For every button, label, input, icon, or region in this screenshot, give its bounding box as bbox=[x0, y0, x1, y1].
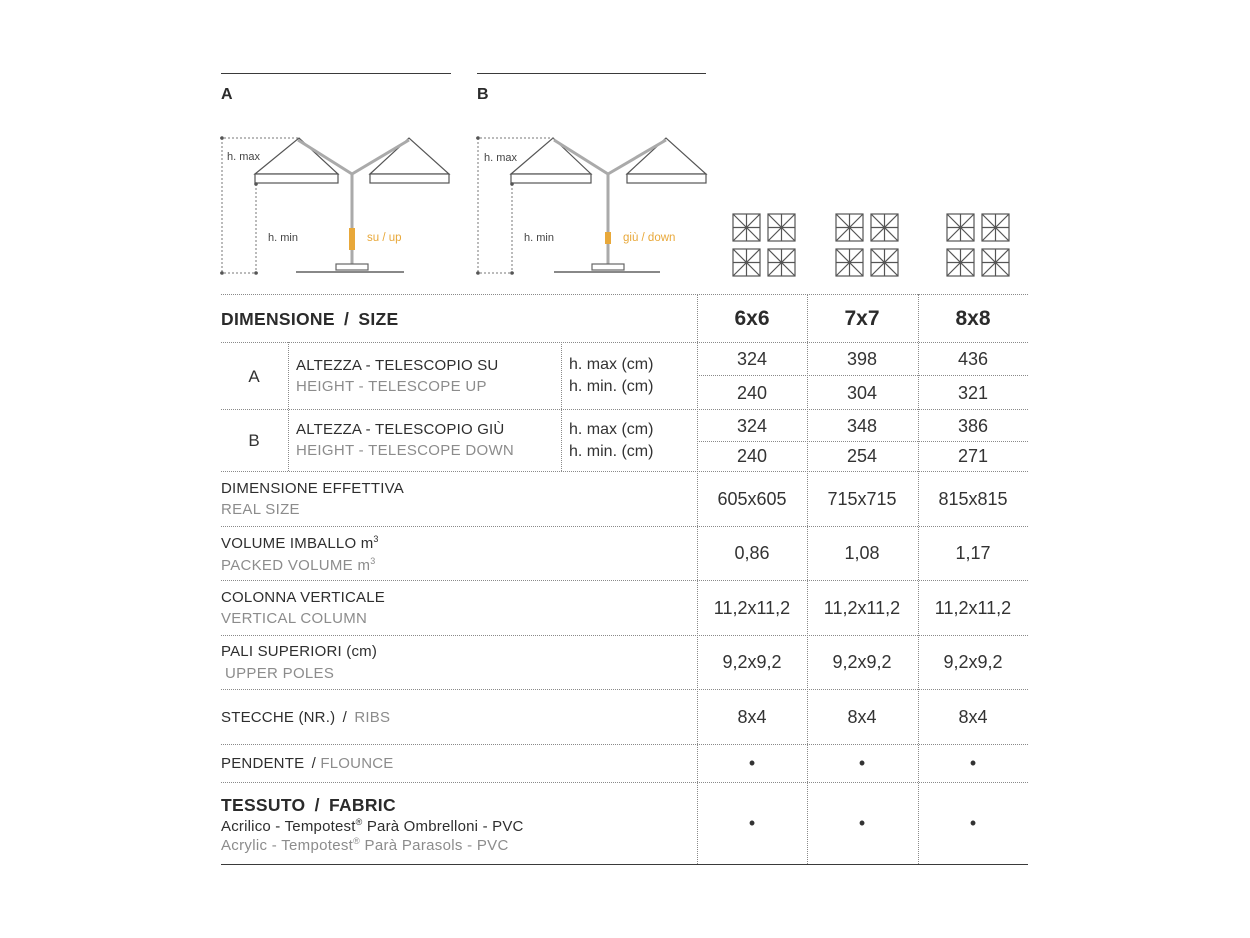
size-header-it: DIMENSIONE bbox=[221, 309, 335, 329]
volume-6x6: 0,86 bbox=[734, 543, 770, 563]
poles-label-en: UPPER POLES bbox=[225, 665, 335, 682]
row-divider bbox=[221, 294, 1028, 295]
size-header-en: SIZE bbox=[358, 309, 399, 329]
fabric-title-sep: / bbox=[314, 795, 320, 815]
row-divider bbox=[221, 409, 1028, 410]
col-divider bbox=[561, 342, 562, 471]
real-size-6x6: 605x605 bbox=[717, 489, 787, 509]
height-a-letter: A bbox=[248, 367, 260, 386]
fabric-line-it-pre: Acrilico - Tempotest bbox=[221, 818, 356, 835]
poles-7x7: 9,2x9,2 bbox=[832, 652, 892, 672]
row-divider bbox=[221, 526, 1028, 527]
fabric-line-it-reg: ® bbox=[355, 817, 363, 827]
umbrella-diagram-b bbox=[474, 128, 714, 278]
col-divider bbox=[288, 342, 289, 471]
height-a-min-7x7: 304 bbox=[846, 383, 878, 403]
height-a-min-8x8: 321 bbox=[957, 383, 989, 403]
ribs-label-en: RIBS bbox=[354, 709, 391, 726]
ribs-label-it: STECCHE (NR.) bbox=[221, 709, 336, 726]
diagram-a-telescope-label: su / up bbox=[367, 232, 402, 244]
height-a-min-6x6: 240 bbox=[736, 383, 768, 403]
height-b-min-6x6: 240 bbox=[736, 446, 768, 466]
row-divider bbox=[221, 635, 1028, 636]
height-b-min-7x7: 254 bbox=[846, 446, 878, 466]
col-divider bbox=[697, 294, 698, 864]
row-divider bbox=[221, 471, 1028, 472]
canopy-grid-8x8-icon bbox=[945, 212, 1011, 278]
height-b-max-7x7: 348 bbox=[846, 416, 878, 436]
real-size-label-it: DIMENSIONE EFFETTIVA bbox=[221, 480, 404, 497]
height-b-max-8x8: 386 bbox=[957, 416, 989, 436]
fabric-line-it-post: Parà Ombrelloni - PVC bbox=[362, 818, 524, 835]
size-col-7x7: 7x7 bbox=[844, 307, 880, 330]
poles-label-it: PALI SUPERIORI (cm) bbox=[221, 643, 378, 660]
volume-7x7: 1,08 bbox=[844, 543, 880, 563]
volume-label-en-text: PACKED VOLUME m bbox=[221, 557, 371, 574]
diagram-a-rule bbox=[221, 73, 451, 74]
size-col-8x8: 8x8 bbox=[955, 307, 991, 330]
umbrella-diagram-a bbox=[218, 128, 458, 278]
fabric-6x6: • bbox=[748, 813, 756, 833]
height-b-unit-max: h. max (cm) bbox=[569, 421, 654, 438]
real-size-8x8: 815x815 bbox=[938, 489, 1008, 509]
volume-label-it-text: VOLUME IMBALLO m bbox=[221, 535, 374, 552]
volume-unit-sup-en: 3 bbox=[370, 556, 376, 566]
volume-8x8: 1,17 bbox=[955, 543, 991, 563]
column-8x8: 11,2x11,2 bbox=[934, 598, 1012, 618]
diagram-a-hmin-label: h. min bbox=[268, 232, 298, 244]
column-7x7: 11,2x11,2 bbox=[823, 598, 901, 618]
flounce-label-it: PENDENTE bbox=[221, 755, 305, 772]
height-b-letter: B bbox=[248, 431, 260, 450]
height-a-max-7x7: 398 bbox=[846, 349, 878, 369]
col-divider bbox=[918, 294, 919, 864]
fabric-8x8: • bbox=[969, 813, 977, 833]
diagram-b-rule bbox=[477, 73, 706, 74]
diagram-b-letter: B bbox=[477, 86, 489, 103]
volume-unit-sup: 3 bbox=[373, 534, 379, 544]
real-size-label-en: REAL SIZE bbox=[221, 501, 300, 518]
row-divider bbox=[697, 375, 1028, 376]
row-divider bbox=[697, 441, 1028, 442]
height-b-unit-min: h. min. (cm) bbox=[569, 443, 654, 460]
row-divider bbox=[221, 342, 1028, 343]
ribs-6x6: 8x4 bbox=[737, 707, 767, 727]
fabric-title-en: FABRIC bbox=[328, 795, 396, 815]
diagram-a-letter: A bbox=[221, 86, 233, 103]
height-b-min-8x8: 271 bbox=[957, 446, 989, 466]
ribs-7x7: 8x4 bbox=[847, 707, 877, 727]
height-a-label-en: HEIGHT - TELESCOPE UP bbox=[296, 378, 487, 395]
poles-6x6: 9,2x9,2 bbox=[722, 652, 782, 672]
table-bottom-rule bbox=[221, 864, 1028, 865]
column-6x6: 11,2x11,2 bbox=[713, 598, 791, 618]
ribs-label bbox=[221, 709, 390, 726]
fabric-line-it bbox=[221, 817, 524, 835]
ribs-label-sep: / bbox=[342, 709, 348, 726]
row-divider bbox=[221, 744, 1028, 745]
real-size-7x7: 715x715 bbox=[827, 489, 897, 509]
diagram-a-hmax-label: h. max bbox=[227, 151, 261, 163]
height-a-max-6x6: 324 bbox=[736, 349, 768, 369]
column-label-it: COLONNA VERTICALE bbox=[221, 589, 386, 606]
flounce-label-en: FLOUNCE bbox=[320, 755, 394, 772]
flounce-8x8: • bbox=[969, 753, 977, 773]
fabric-line-en-pre: Acrylic - Tempotest bbox=[221, 837, 354, 854]
diagram-b-telescope-label: giù / down bbox=[623, 232, 676, 244]
flounce-6x6: • bbox=[748, 753, 756, 773]
size-header-label bbox=[221, 309, 398, 330]
size-col-6x6: 6x6 bbox=[734, 307, 770, 330]
volume-label-it bbox=[221, 534, 379, 552]
row-divider bbox=[221, 580, 1028, 581]
diagram-b-hmax-label: h. max bbox=[484, 152, 518, 164]
size-header-sep: / bbox=[344, 309, 350, 329]
ribs-8x8: 8x4 bbox=[958, 707, 988, 727]
canopy-grid-7x7-icon bbox=[834, 212, 900, 278]
height-b-label-it: ALTEZZA - TELESCOPIO GIÙ bbox=[296, 421, 505, 438]
fabric-line-en-reg: ® bbox=[353, 836, 361, 846]
height-b-label-en: HEIGHT - TELESCOPE DOWN bbox=[296, 442, 515, 459]
col-divider bbox=[807, 294, 808, 864]
fabric-line-en-post: Parà Parasols - PVC bbox=[360, 837, 509, 854]
fabric-line-en bbox=[221, 836, 509, 854]
flounce-7x7: • bbox=[858, 753, 866, 773]
height-a-label-it: ALTEZZA - TELESCOPIO SU bbox=[296, 357, 499, 374]
flounce-label bbox=[221, 755, 393, 772]
fabric-7x7: • bbox=[858, 813, 866, 833]
height-b-max-6x6: 324 bbox=[736, 416, 768, 436]
row-divider bbox=[221, 782, 1028, 783]
flounce-label-sep: / bbox=[311, 755, 317, 772]
fabric-title-it: TESSUTO bbox=[221, 795, 306, 815]
diagram-b-hmin-label: h. min bbox=[524, 232, 554, 244]
height-a-max-8x8: 436 bbox=[957, 349, 989, 369]
height-a-unit-min: h. min. (cm) bbox=[569, 378, 654, 395]
column-label-en: VERTICAL COLUMN bbox=[221, 610, 368, 627]
fabric-title bbox=[221, 795, 396, 816]
height-a-unit-max: h. max (cm) bbox=[569, 356, 654, 373]
canopy-grid-6x6-icon bbox=[731, 212, 797, 278]
volume-label-en bbox=[221, 556, 376, 574]
row-divider bbox=[221, 689, 1028, 690]
poles-8x8: 9,2x9,2 bbox=[943, 652, 1003, 672]
